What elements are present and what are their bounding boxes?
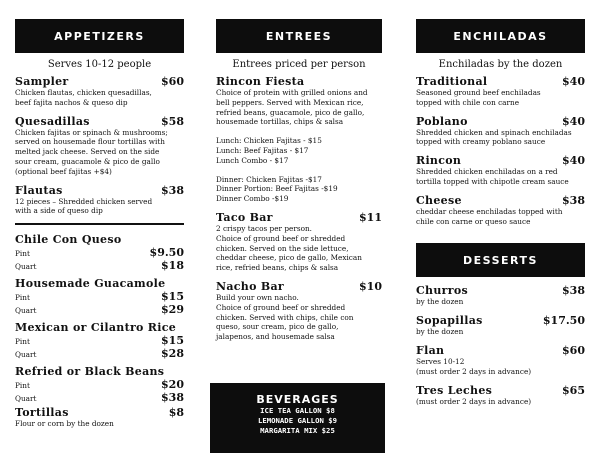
item-name: Flan	[416, 343, 445, 357]
desserts-heading: DESSERTS	[416, 243, 585, 277]
item-name: Sopapillas	[416, 314, 483, 328]
side-chile-con-queso: Chile Con Queso Pint $9.50 Quart $18	[15, 233, 184, 273]
menu-item-rincon	[416, 154, 585, 187]
item-desc: Flour or corn by the dozen	[15, 419, 114, 429]
menu-item-flan	[416, 344, 585, 377]
item-desc: 2 crispy tacos per person. Choice of ground beef or shredded chicken. Served on the side lettuce, cheddar cheese, pico de gallo, Mexican rice, refried beans, chips & salsa	[216, 223, 362, 273]
item-price: $40	[562, 75, 585, 88]
item-name: Flautas	[15, 183, 63, 197]
enchiladas-column	[416, 0, 585, 406]
menu-item-cheese	[416, 194, 585, 227]
appetizers-subtitle: Serves 10-12 people	[47, 59, 152, 70]
item-desc: (must order 2 days in advance)	[416, 396, 532, 406]
item-price: $40	[562, 114, 585, 128]
item-price: $17.50	[542, 314, 585, 328]
side-name: Mexican or Cilantro Rice	[15, 321, 177, 335]
item-name: Cheese	[416, 193, 462, 207]
item-price: $8	[168, 406, 184, 420]
item-desc: Build your own nacho. Choice of ground beef or shredded chicken. Served with chips, chile con queso, sour cream, pico de gallo, jalapenos, and housemade salsa	[216, 292, 354, 342]
item-price: $40	[562, 154, 585, 168]
item-desc: Shredded chicken and spinach enchiladas topped with creamy poblano sauce	[416, 127, 572, 147]
item-name: Rincon Fiesta	[216, 75, 305, 88]
menu-item-flautas	[15, 184, 184, 217]
item-price: $10	[359, 279, 382, 293]
menu-item-rincon-fiesta	[216, 75, 382, 204]
menu-item-poblano	[416, 115, 585, 148]
enchiladas-subtitle: Enchiladas by the dozen	[438, 59, 563, 70]
menu-item-sampler	[15, 75, 184, 108]
item-name: Nacho Bar	[216, 279, 284, 293]
item-desc: Shredded chicken enchiladas on a red tortilla topped with chipotle cream sauce	[416, 167, 569, 186]
menu-item-traditional	[416, 75, 585, 108]
item-price: $38	[161, 183, 184, 197]
menu-item-nacho-bar	[216, 280, 382, 342]
item-price: $65	[562, 383, 585, 397]
item-name: Rincon	[416, 154, 462, 168]
beverages-title: BEVERAGES	[256, 393, 339, 406]
beverage-line: ICE TEA GALLON $8	[260, 406, 335, 415]
menu-item-taco-bar	[216, 211, 382, 273]
item-price: $60	[562, 343, 585, 357]
item-price: $38	[562, 284, 585, 298]
beverage-line: MARGARITA MIX $25	[260, 426, 335, 435]
item-name: Poblano	[416, 114, 468, 128]
item-price: $58	[161, 114, 184, 128]
entrees-heading: ENTREES	[216, 19, 382, 53]
item-desc: Serves 10-12 (must order 2 days in advance)	[416, 356, 532, 376]
appetizers-heading: APPETIZERS	[15, 19, 184, 53]
item-desc: by the dozen	[416, 297, 464, 307]
beverage-line: LEMONADE GALLON $9	[257, 416, 338, 425]
dinner-prices: Dinner: Chicken Fajitas -$17 Dinner Portion: Beef Fajitas -$19 Dinner Combo -$19	[216, 174, 338, 204]
item-name: Churros	[416, 284, 468, 298]
side-name: Chile Con Queso	[15, 233, 122, 247]
side-name: Housemade Guacamole	[15, 277, 166, 291]
item-desc: Choice of protein with grilled onions and bell peppers. Served with Mexican rice, refried beans, guacamole, pico de gallo, housemade tortillas, chips & salsa	[216, 88, 368, 127]
side-beans: Refried or Black Beans Pint $20 Quart $38	[15, 365, 184, 405]
item-desc: 12 pieces – Shredded chicken served with a side of queso dip	[15, 196, 153, 216]
side-guacamole: Housemade Guacamole Pint $15 Quart $29	[15, 277, 184, 317]
item-name: Taco Bar	[216, 210, 273, 224]
item-price: $60	[161, 75, 184, 88]
item-desc: Chicken flautas, chicken quesadillas, beef fajita nachos & queso dip	[15, 88, 152, 107]
menu-item-sopapillas	[416, 314, 585, 337]
item-desc: Chicken fajitas or spinach & mushrooms; served on housemade flour tortillas with melted jack cheese. Served on the side sour cream, guacamole & pico de gallo (optional beef fajitas +$4)	[15, 127, 168, 176]
menu-item-churros	[416, 284, 585, 307]
item-name: Quesadillas	[15, 114, 90, 128]
menu-item-tortillas	[15, 406, 184, 429]
item-price: $38	[562, 193, 585, 207]
entrees-column	[216, 0, 382, 342]
lunch-prices: Lunch: Chicken Fajitas - $15 Lunch: Beef Fajitas - $17 Lunch Combo - $17	[216, 136, 322, 165]
side-name: Refried or Black Beans	[15, 365, 165, 379]
item-name: Traditional	[416, 75, 488, 88]
item-name: Sampler	[15, 75, 69, 88]
item-desc: cheddar cheese enchiladas topped with chile con carne or queso sauce	[416, 206, 563, 226]
item-price: $11	[359, 210, 382, 224]
item-name: Tortillas	[15, 406, 69, 420]
item-name: Tres Leches	[416, 383, 493, 397]
menu-item-tres-leches	[416, 384, 585, 407]
appetizers-column	[15, 0, 184, 429]
beverages-box	[210, 383, 385, 453]
menu-item-quesadillas	[15, 115, 184, 177]
item-desc: Seasoned ground beef enchiladas topped with chile con carne	[416, 88, 541, 107]
section-divider	[15, 223, 184, 225]
item-desc: by the dozen	[416, 327, 464, 337]
side-rice: Mexican or Cilantro Rice Pint $15 Quart $28	[15, 321, 184, 361]
enchiladas-heading: ENCHILADAS	[416, 19, 585, 53]
entrees-subtitle: Entrees priced per person	[232, 59, 366, 70]
